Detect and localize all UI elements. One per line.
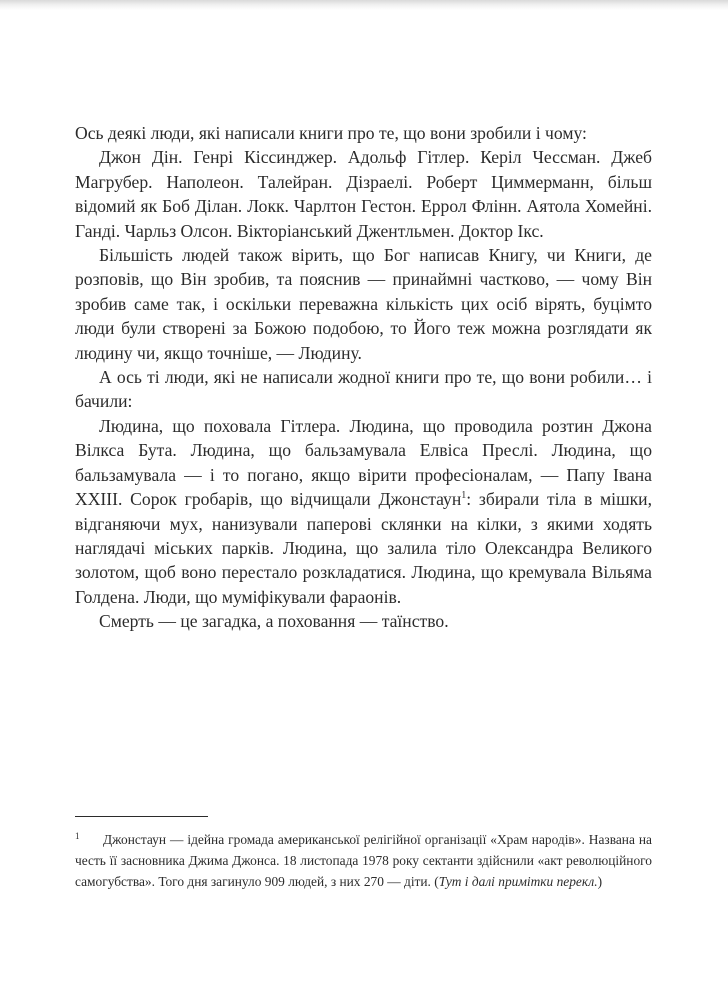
paragraph-non-authors-part-1: Людина, що поховала Гітлера. Людина, що проводила розтин Джона Вілкса Бута. Людина, що бальзамувала Елвіса Преслі. Людина, що бальзамувала — і то погано, якщо вірити професіоналам, — Папу Івана XXIII. Сорок гробарів, що відчищали Джонстаун xyxy=(75,415,652,510)
paragraph-authors-intro: Ось деякі люди, які написали книги про те, що вони зробили і чому: xyxy=(75,123,587,143)
footnote-translator-note: Тут і далі примітки перекл. xyxy=(438,874,598,890)
paragraph-authors-list: Джон Дін. Генрі Кіссинджер. Адольф Гітлер. Керіл Чессман. Джеб Магрубер. Наполеон. Талейран. Дізраелі. Роберт Циммерманн, більш відомий як Боб Ділан. Локк. Чарлтон Гестон. Еррол Флінн. Аятола Хомейні. Ганді. Чарльз Олсон. Вікторіанський Джентльмен. Доктор Ікс. xyxy=(75,147,652,241)
page-top-shadow xyxy=(0,0,728,10)
footnote-divider xyxy=(75,816,208,817)
page-content xyxy=(75,121,652,634)
paragraph-non-authors-part-2: : збирали тіла в мішки, відганяючи мух, нанизували паперові склянки на кілки, з якими ходять наглядачі міських парків. Людина, що залила тіло Олександра Великого золотом, щоб воно перестало розкладатися. Людина, що кремувала Вільяма Голдена. Люди, що муміфікували фараонів. xyxy=(75,489,652,607)
paragraph-non-authors-list xyxy=(75,414,652,609)
footnote-text: Джонстаун — ідейна громада американської релігійної організації «Храм народів». Названа на честь її засновника Джима Джонса. 18 листопада 1978 року сектанти здійснили «акт революційного самогубства». Того дня загинуло 909 людей, з них 270 — діти. ( xyxy=(75,832,652,890)
footnote: 1 Джонстаун — ідейна громада американської релігійної організації «Храм народів». Названа на честь її засновника Джима Джонса. 18 листопада 1978 року сектанти здійснили «акт революційного самогубства». Того дня загинуло 909 людей, з них 270 — діти. (Тут і далі примітки перекл.) xyxy=(75,830,652,890)
footnote-reference[interactable]: 1 xyxy=(461,490,467,502)
paragraph-god-book: Більшість людей також вірить, що Бог написав Книгу, чи Книги, де розповів, що Він зробив, та пояснив — принаймні частково, — чому Він зробив саме так, і оскільки переважна кількість цих осіб вірять, буцімто люди були створені за Божою подобою, то Його теж можна розглядати як людину чи, якщо точніше, — Людину. xyxy=(75,245,652,363)
body-text xyxy=(75,121,652,634)
footnote-close-paren: ) xyxy=(597,874,603,890)
paragraph-non-authors-intro: А ось ті люди, які не написали жодної книги про те, що вони робили… і бачили: xyxy=(75,367,652,412)
paragraph-closing: Смерть — це загадка, а поховання — таїнство. xyxy=(99,611,449,632)
